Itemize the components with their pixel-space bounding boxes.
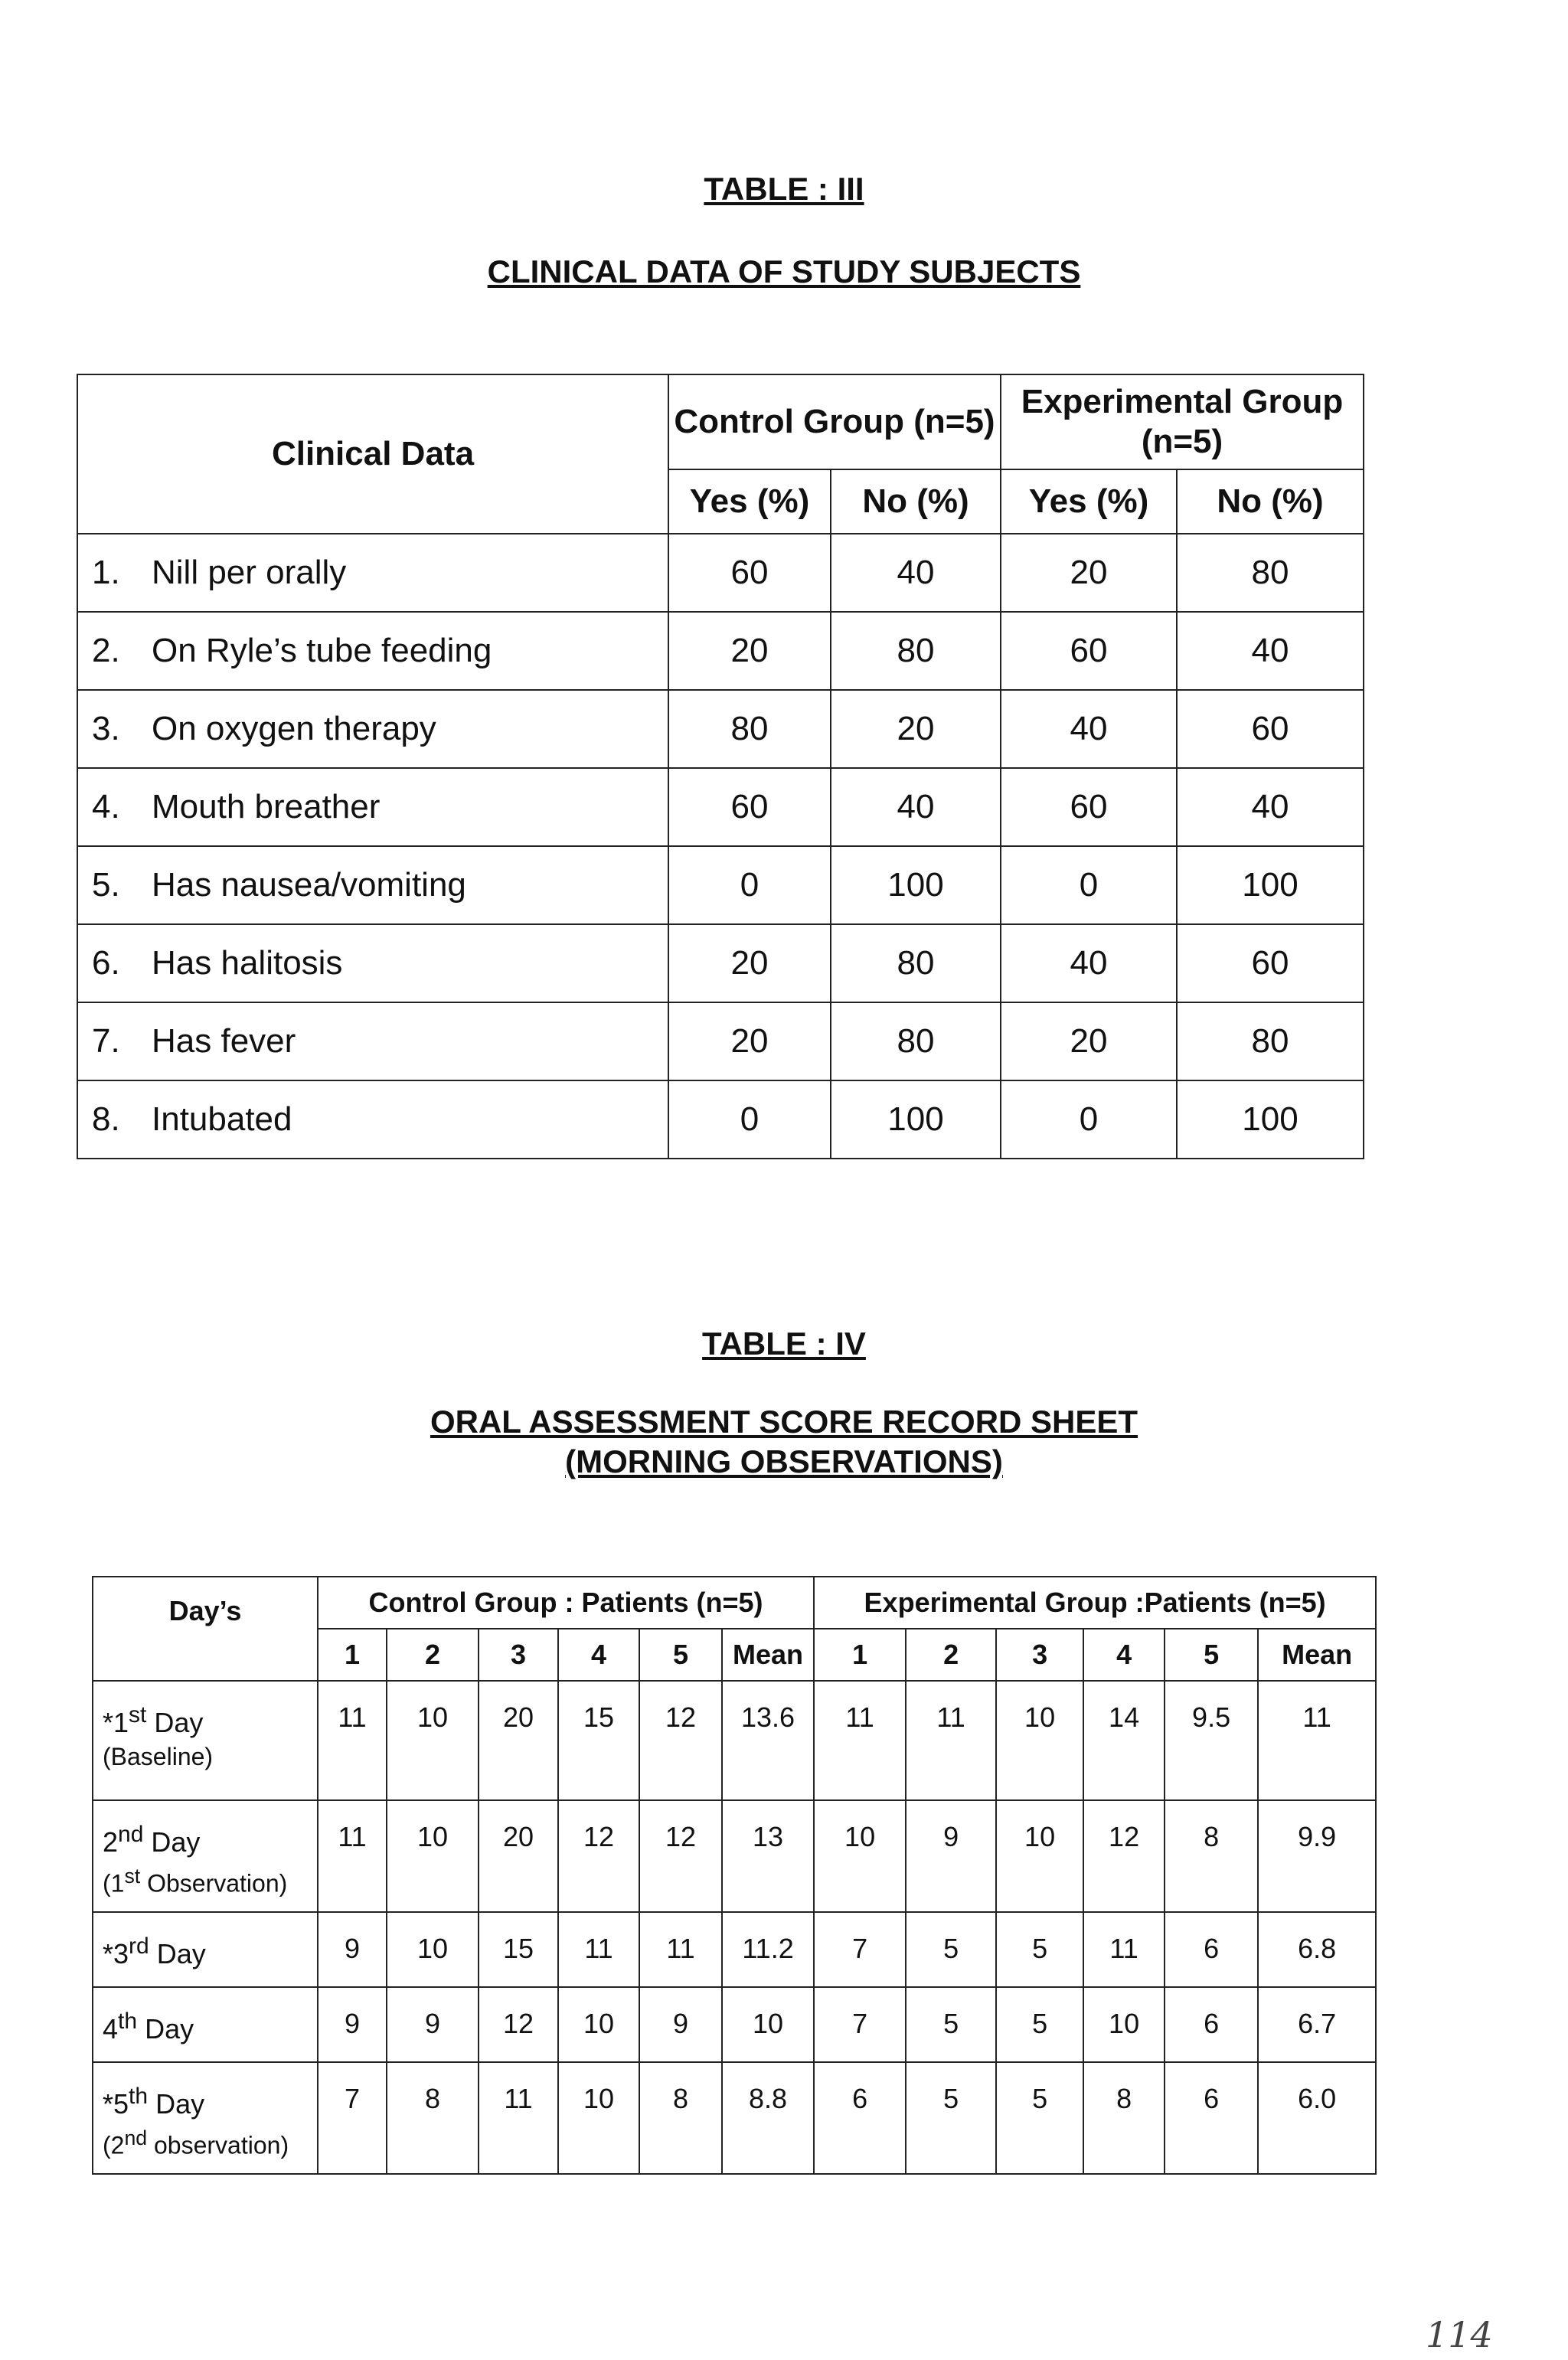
value-cell: 40 — [1001, 924, 1177, 1002]
value-cell: 0 — [668, 1080, 831, 1159]
experimental-patient-col-header: Mean — [1258, 1629, 1376, 1681]
experimental-score-cell: 9 — [906, 1800, 996, 1912]
clinical-data-label — [77, 1002, 668, 1080]
day-note — [103, 1740, 317, 1773]
table3-title: CLINICAL DATA OF STUDY SUBJECTS — [487, 253, 1081, 289]
control-score-cell: 8.8 — [722, 2062, 814, 2174]
day-word: Day — [149, 1938, 206, 1969]
day-suffix: th — [129, 2084, 149, 2109]
experimental-score-cell: 11 — [906, 1681, 996, 1800]
control-score-cell: 11 — [318, 1681, 387, 1800]
control-patient-col-header: Mean — [722, 1629, 814, 1681]
value-cell: 0 — [1001, 1080, 1177, 1159]
control-score-cell: 8 — [387, 2062, 479, 2174]
table-row — [93, 2062, 1376, 2174]
clinical-data-label — [77, 690, 668, 768]
control-patient-col-header: 2 — [387, 1629, 479, 1681]
table-row — [93, 1987, 1376, 2062]
experimental-score-cell: 11 — [1083, 1912, 1165, 1987]
header-control-no: No (%) — [831, 469, 1001, 534]
value-cell: 60 — [668, 534, 831, 612]
control-score-cell: 12 — [558, 1800, 639, 1912]
experimental-score-cell: 5 — [996, 1912, 1083, 1987]
control-score-cell: 10 — [387, 1681, 479, 1800]
control-score-cell: 9 — [387, 1987, 479, 2062]
table-row — [77, 690, 1364, 768]
clinical-data-label — [77, 534, 668, 612]
row-label: Has nausea/vomiting — [152, 866, 466, 904]
value-cell: 60 — [668, 768, 831, 846]
table-row — [77, 768, 1364, 846]
control-score-cell: 20 — [479, 1681, 558, 1800]
experimental-score-cell: 5 — [996, 2062, 1083, 2174]
table-row — [93, 1800, 1376, 1912]
experimental-score-cell: 10 — [1083, 1987, 1165, 2062]
clinical-data-table — [77, 374, 1364, 1159]
header-experimental-group: Experimental Group (n=5) — [1001, 374, 1364, 469]
header-experimental-patients: Experimental Group :Patients (n=5) — [814, 1577, 1376, 1629]
control-score-cell: 9 — [318, 1912, 387, 1987]
experimental-patient-col-header: 3 — [996, 1629, 1083, 1681]
experimental-score-cell: 6 — [814, 2062, 906, 2174]
header-control-yes: Yes (%) — [668, 469, 831, 534]
row-label: Mouth breather — [152, 788, 381, 825]
oral-assessment-table — [92, 1576, 1377, 2175]
experimental-score-cell: 6 — [1165, 1912, 1258, 1987]
table4-number: TABLE : IV — [702, 1325, 866, 1361]
table-row — [93, 1912, 1376, 1987]
control-score-cell: 10 — [558, 2062, 639, 2174]
control-score-cell: 11 — [639, 1912, 722, 1987]
clinical-data-label — [77, 846, 668, 924]
day-prefix: *3 — [103, 1938, 129, 1969]
experimental-score-cell: 5 — [906, 2062, 996, 2174]
experimental-score-cell: 6 — [1165, 1987, 1258, 2062]
control-patient-col-header: 3 — [479, 1629, 558, 1681]
control-score-cell: 15 — [558, 1681, 639, 1800]
table-row — [77, 534, 1364, 612]
day-word: Day — [146, 1707, 204, 1738]
experimental-score-cell: 10 — [814, 1800, 906, 1912]
header-experimental-no: No (%) — [1177, 469, 1364, 534]
note-suffix: nd — [124, 2126, 148, 2149]
day-suffix: rd — [129, 1933, 149, 1959]
control-score-cell: 11 — [558, 1912, 639, 1987]
value-cell: 100 — [1177, 846, 1364, 924]
control-score-cell: 9 — [639, 1987, 722, 2062]
value-cell: 60 — [1001, 612, 1177, 690]
day-suffix: nd — [118, 1822, 144, 1847]
day-word: Day — [137, 2013, 194, 2045]
experimental-score-cell: 6.8 — [1258, 1912, 1376, 1987]
day-label — [93, 1800, 318, 1912]
clinical-data-label — [77, 1080, 668, 1159]
header-days: Day’s — [93, 1577, 318, 1681]
experimental-score-cell: 10 — [996, 1800, 1083, 1912]
control-score-cell: 12 — [639, 1681, 722, 1800]
table4-title-line2: (MORNING OBSERVATIONS) — [565, 1443, 1003, 1479]
control-score-cell: 7 — [318, 2062, 387, 2174]
control-score-cell: 10 — [387, 1800, 479, 1912]
row-number: 3. — [92, 710, 120, 747]
value-cell: 80 — [1177, 534, 1364, 612]
row-number: 1. — [92, 554, 120, 591]
value-cell: 0 — [668, 846, 831, 924]
control-score-cell: 11 — [318, 1800, 387, 1912]
day-label — [93, 1987, 318, 2062]
value-cell: 80 — [831, 924, 1001, 1002]
day-suffix: th — [118, 2009, 138, 2034]
experimental-score-cell: 6.7 — [1258, 1987, 1376, 2062]
row-label: On Ryle’s tube feeding — [152, 632, 492, 669]
control-patient-col-header: 4 — [558, 1629, 639, 1681]
value-cell: 60 — [1001, 768, 1177, 846]
header-clinical-data: Clinical Data — [77, 374, 668, 534]
control-score-cell: 10 — [722, 1987, 814, 2062]
control-score-cell: 11 — [479, 2062, 558, 2174]
table3-number: TABLE : III — [704, 171, 864, 207]
note-text: (1 — [103, 1869, 125, 1897]
experimental-score-cell: 12 — [1083, 1800, 1165, 1912]
note-text: (Baseline) — [103, 1743, 214, 1770]
day-prefix: 4 — [103, 2013, 119, 2045]
control-patient-col-header: 5 — [639, 1629, 722, 1681]
day-word: Day — [143, 1826, 201, 1858]
clinical-data-label — [77, 768, 668, 846]
experimental-score-cell: 5 — [996, 1987, 1083, 2062]
day-label — [93, 2062, 318, 2174]
experimental-patient-col-header: 5 — [1165, 1629, 1258, 1681]
page-number: 114 — [1426, 2314, 1493, 2355]
experimental-score-cell: 14 — [1083, 1681, 1165, 1800]
row-number: 8. — [92, 1100, 120, 1138]
table4-title-line1: ORAL ASSESSMENT SCORE RECORD SHEET — [430, 1404, 1138, 1440]
row-label: Nill per orally — [152, 554, 347, 591]
control-score-cell: 8 — [639, 2062, 722, 2174]
experimental-score-cell: 6.0 — [1258, 2062, 1376, 2174]
value-cell: 80 — [831, 612, 1001, 690]
value-cell: 100 — [831, 846, 1001, 924]
experimental-score-cell: 9.5 — [1165, 1681, 1258, 1800]
table-row — [77, 924, 1364, 1002]
note-rest: Observation) — [140, 1869, 288, 1897]
value-cell: 80 — [1177, 1002, 1364, 1080]
experimental-score-cell: 5 — [906, 1912, 996, 1987]
day-suffix: st — [129, 1702, 147, 1728]
value-cell: 20 — [668, 1002, 831, 1080]
value-cell: 60 — [1177, 690, 1364, 768]
value-cell: 40 — [831, 768, 1001, 846]
day-prefix: *5 — [103, 2088, 129, 2120]
control-score-cell: 11.2 — [722, 1912, 814, 1987]
experimental-score-cell: 8 — [1083, 2062, 1165, 2174]
value-cell: 60 — [1177, 924, 1364, 1002]
table-row — [77, 1002, 1364, 1080]
value-cell: 40 — [1177, 612, 1364, 690]
control-score-cell: 13.6 — [722, 1681, 814, 1800]
experimental-score-cell: 6 — [1165, 2062, 1258, 2174]
value-cell: 20 — [1001, 1002, 1177, 1080]
value-cell: 80 — [831, 1002, 1001, 1080]
control-score-cell: 10 — [387, 1912, 479, 1987]
experimental-score-cell: 7 — [814, 1987, 906, 2062]
control-score-cell: 10 — [558, 1987, 639, 2062]
day-label — [93, 1681, 318, 1800]
experimental-score-cell: 8 — [1165, 1800, 1258, 1912]
note-suffix: st — [124, 1865, 141, 1888]
day-word: Day — [148, 2088, 205, 2120]
control-score-cell: 13 — [722, 1800, 814, 1912]
value-cell: 20 — [668, 612, 831, 690]
row-number: 2. — [92, 632, 120, 669]
experimental-score-cell: 11 — [814, 1681, 906, 1800]
value-cell: 20 — [831, 690, 1001, 768]
row-number: 4. — [92, 788, 120, 825]
value-cell: 0 — [1001, 846, 1177, 924]
header-experimental-yes: Yes (%) — [1001, 469, 1177, 534]
table-row — [77, 846, 1364, 924]
day-label — [93, 1912, 318, 1987]
value-cell: 40 — [1177, 768, 1364, 846]
note-rest: observation) — [147, 2131, 289, 2159]
experimental-score-cell: 7 — [814, 1912, 906, 1987]
value-cell: 100 — [1177, 1080, 1364, 1159]
experimental-score-cell: 5 — [906, 1987, 996, 2062]
control-score-cell: 12 — [479, 1987, 558, 2062]
value-cell: 20 — [1001, 534, 1177, 612]
control-patient-col-header: 1 — [318, 1629, 387, 1681]
clinical-data-label — [77, 612, 668, 690]
row-label: Intubated — [152, 1100, 292, 1138]
experimental-patient-col-header: 4 — [1083, 1629, 1165, 1681]
table-row — [77, 612, 1364, 690]
value-cell: 80 — [668, 690, 831, 768]
row-label: Has halitosis — [152, 944, 343, 982]
day-note — [103, 1859, 317, 1901]
row-number: 5. — [92, 866, 120, 904]
day-prefix: 2 — [103, 1826, 119, 1858]
experimental-score-cell: 9.9 — [1258, 1800, 1376, 1912]
row-label: On oxygen therapy — [152, 710, 436, 747]
value-cell: 40 — [1001, 690, 1177, 768]
experimental-score-cell: 10 — [996, 1681, 1083, 1800]
day-prefix: *1 — [103, 1707, 129, 1738]
experimental-patient-col-header: 1 — [814, 1629, 906, 1681]
table-row — [93, 1681, 1376, 1800]
header-control-group: Control Group (n=5) — [668, 374, 1001, 469]
value-cell: 40 — [831, 534, 1001, 612]
control-score-cell: 9 — [318, 1987, 387, 2062]
row-number: 6. — [92, 944, 120, 982]
row-label: Has fever — [152, 1022, 296, 1060]
control-score-cell: 12 — [639, 1800, 722, 1912]
day-note — [103, 2121, 317, 2162]
row-number: 7. — [92, 1022, 120, 1060]
experimental-score-cell: 11 — [1258, 1681, 1376, 1800]
note-text: (2 — [103, 2131, 125, 2159]
value-cell: 100 — [831, 1080, 1001, 1159]
control-score-cell: 15 — [479, 1912, 558, 1987]
table-row — [77, 1080, 1364, 1159]
value-cell: 20 — [668, 924, 831, 1002]
experimental-patient-col-header: 2 — [906, 1629, 996, 1681]
header-control-patients: Control Group : Patients (n=5) — [318, 1577, 814, 1629]
clinical-data-label — [77, 924, 668, 1002]
control-score-cell: 20 — [479, 1800, 558, 1912]
